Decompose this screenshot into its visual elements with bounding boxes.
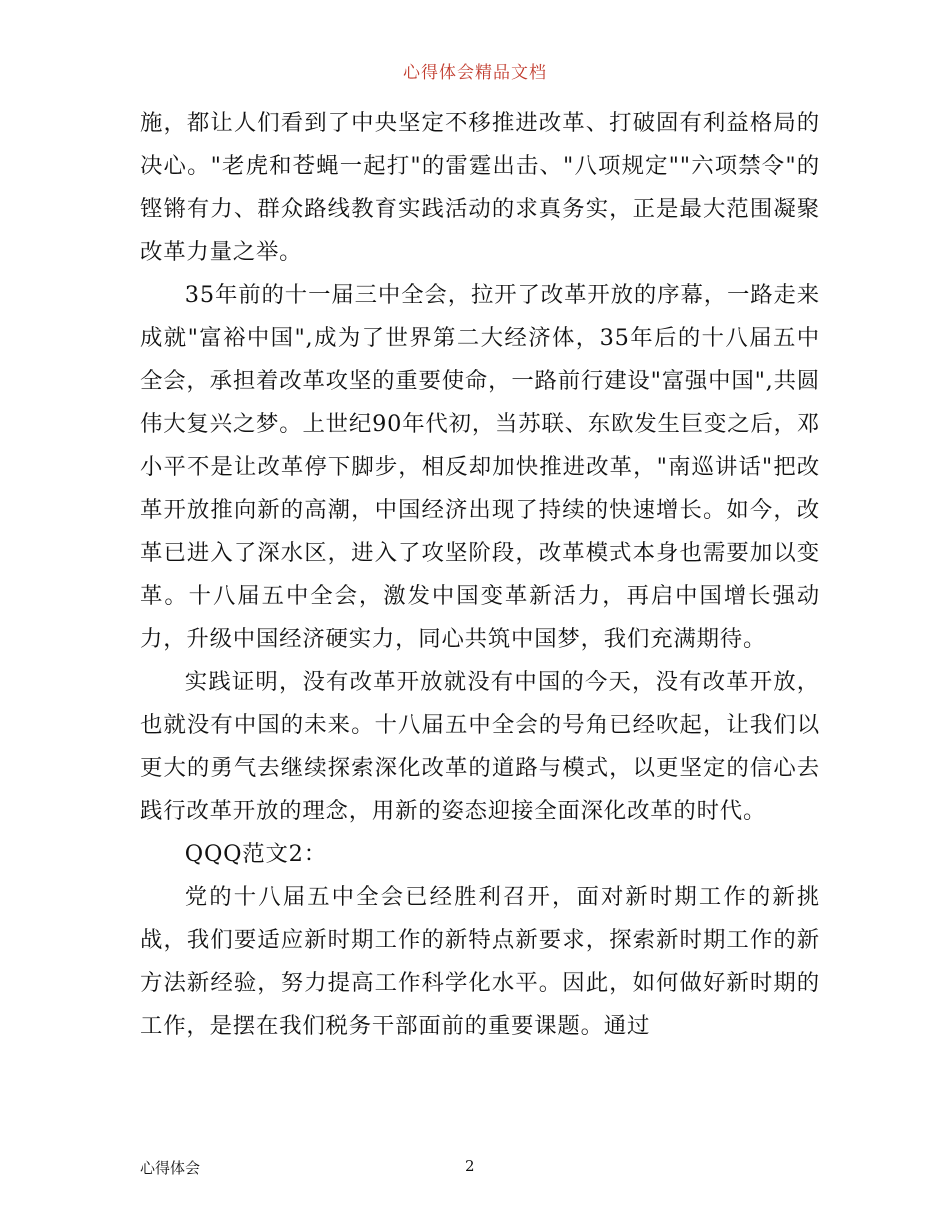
page-header-title: 心得体会精品文档: [403, 63, 547, 83]
section-heading: QQQ范文2：: [184, 841, 327, 867]
paragraph-4: 党的十八届五中全会已经胜利召开，面对新时期工作的新挑战，我们要适应新时期工作的新特点新要求，探索新时期工作的新方法新经验，努力提高工作科学化水平。因此，如何做好新时期的工作，是摆在我们税务干部面前的重要课题。通过: [140, 884, 820, 1039]
page-footer: [0, 1157, 950, 1177]
paragraph-1: 施，都让人们看到了中央坚定不移推进改革、打破固有利益格局的决心。"老虎和苍蝇一起打"的雷霆出击、"八项规定""六项禁令"的铿锵有力、群众路线教育实践活动的求真务实，正是最大范围凝聚改革力量之举。: [140, 110, 820, 265]
paragraph-2: 35年前的十一届三中全会，拉开了改革开放的序幕，一路走来成就"富裕中国",成为了世界第二大经济体，35年后的十八届五中全会，承担着改革攻坚的重要使命，一路前行建设"富强中国",共圆伟大复兴之梦。上世纪90年代初，当苏联、东欧发生巨变之后，邓小平不是让改革停下脚步，相反却加快推进改革，"南巡讲话"把改革开放推向新的高潮，中国经济出现了持续的快速增长。如今，改革已进入了深水区，进入了攻坚阶段，改革模式本身也需要加以变革。十八届五中全会，激发中国变革新活力，再启中国增长强动力，升级中国经济硬实力，同心共筑中国梦，我们充满期待。: [140, 282, 820, 652]
footer-label: 心得体会: [140, 1159, 201, 1177]
paragraph-3: 实践证明，没有改革开放就没有中国的今天，没有改革开放，也就没有中国的未来。十八届五中全会的号角已经吹起，让我们以更大的勇气去继续探索深化改革的道路与模式，以更坚定的信心去践行改革开放的理念，用新的姿态迎接全面深化改革的时代。: [140, 669, 820, 824]
page-number: 2: [465, 1157, 475, 1175]
document-body: [140, 102, 820, 1048]
